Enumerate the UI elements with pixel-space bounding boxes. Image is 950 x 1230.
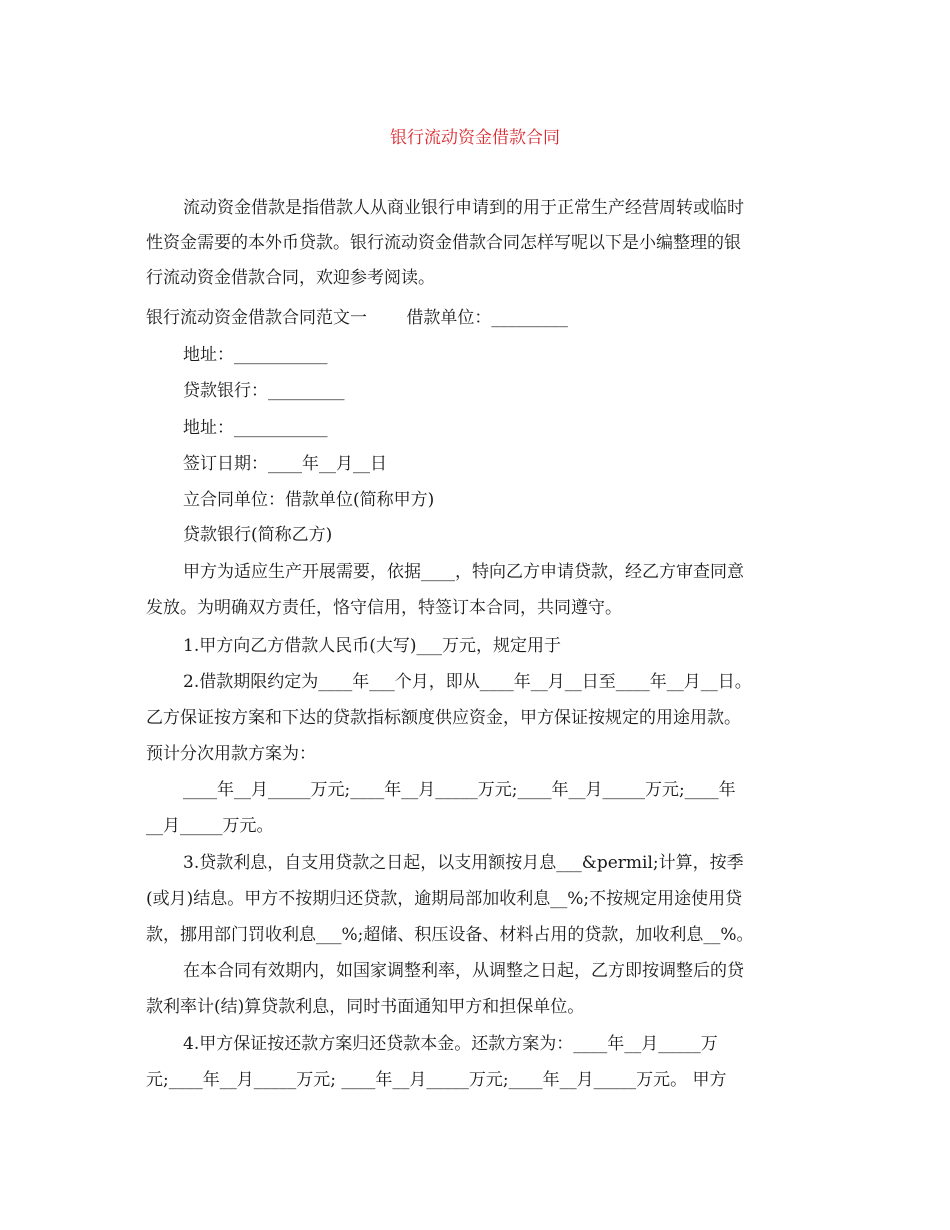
text-line: 在本合同有效期内，如国家调整利率，从调整之日起，乙方即按调整后的贷 <box>183 961 744 981</box>
text-line: 4.甲方保证按还款方案归还贷款本金。还款方案为：____年__月_____万 <box>183 1034 718 1054</box>
text-line: 发放。为明确双方责任，恪守信用，特签订本合同，共同遵守。 <box>146 598 622 618</box>
text-line: 3.贷款利息，自支用贷款之日起，以支用额按月息___&permil;计算，按季 <box>183 853 744 873</box>
text-line: 2.借款期限约定为____年___个月，即从____年__月__日至____年__月__日。 <box>183 672 752 692</box>
text-line: 行流动资金借款合同，欢迎参考阅读。 <box>146 268 435 288</box>
text-line: (或月)结息。甲方不按期归还贷款，逾期局部加收利息__%;不按规定用途使用贷 <box>146 889 743 909</box>
text-line: 1.甲方向乙方借款人民币(大写)___万元，规定用于 <box>183 636 561 656</box>
document-title: 银行流动资金借款合同 <box>390 128 560 148</box>
text-line: 贷款银行(简称乙方) <box>183 525 333 545</box>
text-line: ____年__月_____万元;____年__月_____万元;____年__月_____万元;____年 <box>183 780 736 800</box>
text-line: 乙方保证按方案和下达的贷款指标额度供应资金，甲方保证按规定的用途用款。 <box>146 708 741 728</box>
text-line: 地址：___________ <box>183 418 328 438</box>
text-line: 签订日期：____年__月__日 <box>183 454 387 474</box>
text-line: 预计分次用款方案为： <box>146 744 316 764</box>
text-line: 地址：___________ <box>183 345 328 365</box>
text-line: __月_____万元。 <box>146 816 274 836</box>
text-line: 元;____年__月_____万元; ____年__月_____万元;____年__月_____万元。 甲方 <box>146 1070 727 1090</box>
text-line: 银行流动资金借款合同范文一 借款单位：_________ <box>146 308 568 328</box>
text-line: 款，挪用部门罚收利息___%;超储、积压设备、材料占用的贷款，加收利息__%。 <box>146 925 754 945</box>
text-line: 甲方为适应生产开展需要，依据____，特向乙方申请贷款，经乙方审查同意 <box>183 562 744 582</box>
text-line: 流动资金借款是指借款人从商业银行申请到的用于正常生产经营周转或临时 <box>183 198 744 218</box>
text-line: 立合同单位：借款单位(简称甲方) <box>183 490 435 510</box>
text-line: 性资金需要的本外币贷款。银行流动资金借款合同怎样写呢以下是小编整理的银 <box>146 233 741 253</box>
text-line: 款利率计(结)算贷款利息，同时书面通知甲方和担保单位。 <box>146 997 585 1017</box>
text-line: 贷款银行：_________ <box>183 381 345 401</box>
